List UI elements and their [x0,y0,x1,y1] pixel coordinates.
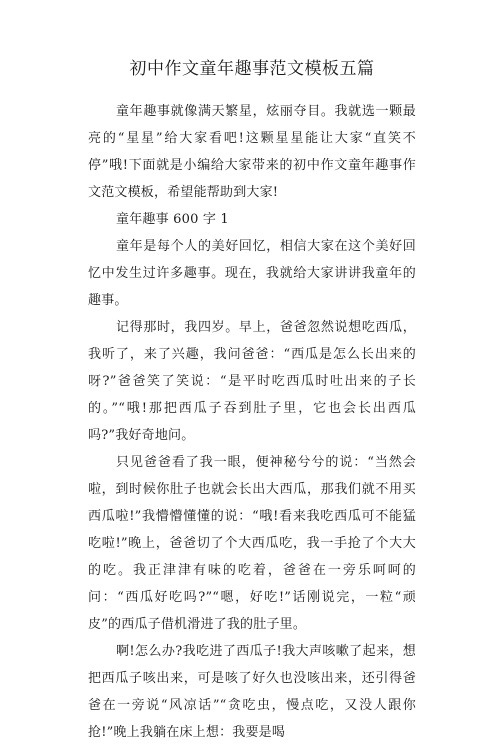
document-page [88,58,416,746]
paragraph-intro: 童年趣事就像满天繁星，炫丽夺目。我就选一颗最亮的“星星”给大家看吧!这颗星星能让大家“直笑不停”哦!下面就是小编给大家带来的初中作文童年趣事作文范文模板，希望能帮助到大家! [88,104,416,200]
paragraph-4: 啊!怎么办?我吃进了西瓜子!我大声咳嗽了起来，想把西瓜子咳出来，可是咳了好久也没咳出来，还引得爸爸在一旁说“风凉话”“贪吃虫，慢点吃，又没人跟你抢!”晚上我躺在床上想：我要是喝 [88,644,416,740]
document-title: 初中作文童年趣事范文模板五篇 [129,59,375,79]
section-heading: 童年趣事 600 字 1 [116,212,229,227]
paragraph-2: 记得那时，我四岁。早上，爸爸忽然说想吃西瓜，我听了，来了兴趣，我问爸爸：“西瓜是怎么长出来的呀?”爸爸笑了笑说：“是平时吃西瓜时吐出来的子长的。”“哦!那把西瓜子吞到肚子里，它也会长出西瓜吗?”我好奇地问。 [88,320,416,443]
paragraph-3: 只见爸爸看了我一眼，便神秘兮兮的说：“当然会啦，到时候你肚子也就会长出大西瓜，那我们就不用买西瓜啦!”我懵懵懂懂的说：“哦!看来我吃西瓜可不能猛吃啦!”晚上，爸爸切了个大西瓜吃，我一手抢了个大大的吃。我正津津有味的吃着，爸爸在一旁乐呵呵的问：“西瓜好吃吗?”“嗯，好吃!”话刚说完，一粒“顽皮”的西瓜子借机滑进了我的肚子里。 [88,455,416,632]
paragraph-1: 童年是每个人的美好回忆，相信大家在这个美好回忆中发生过许多趣事。现在，我就给大家讲讲我童年的趣事。 [88,239,416,308]
